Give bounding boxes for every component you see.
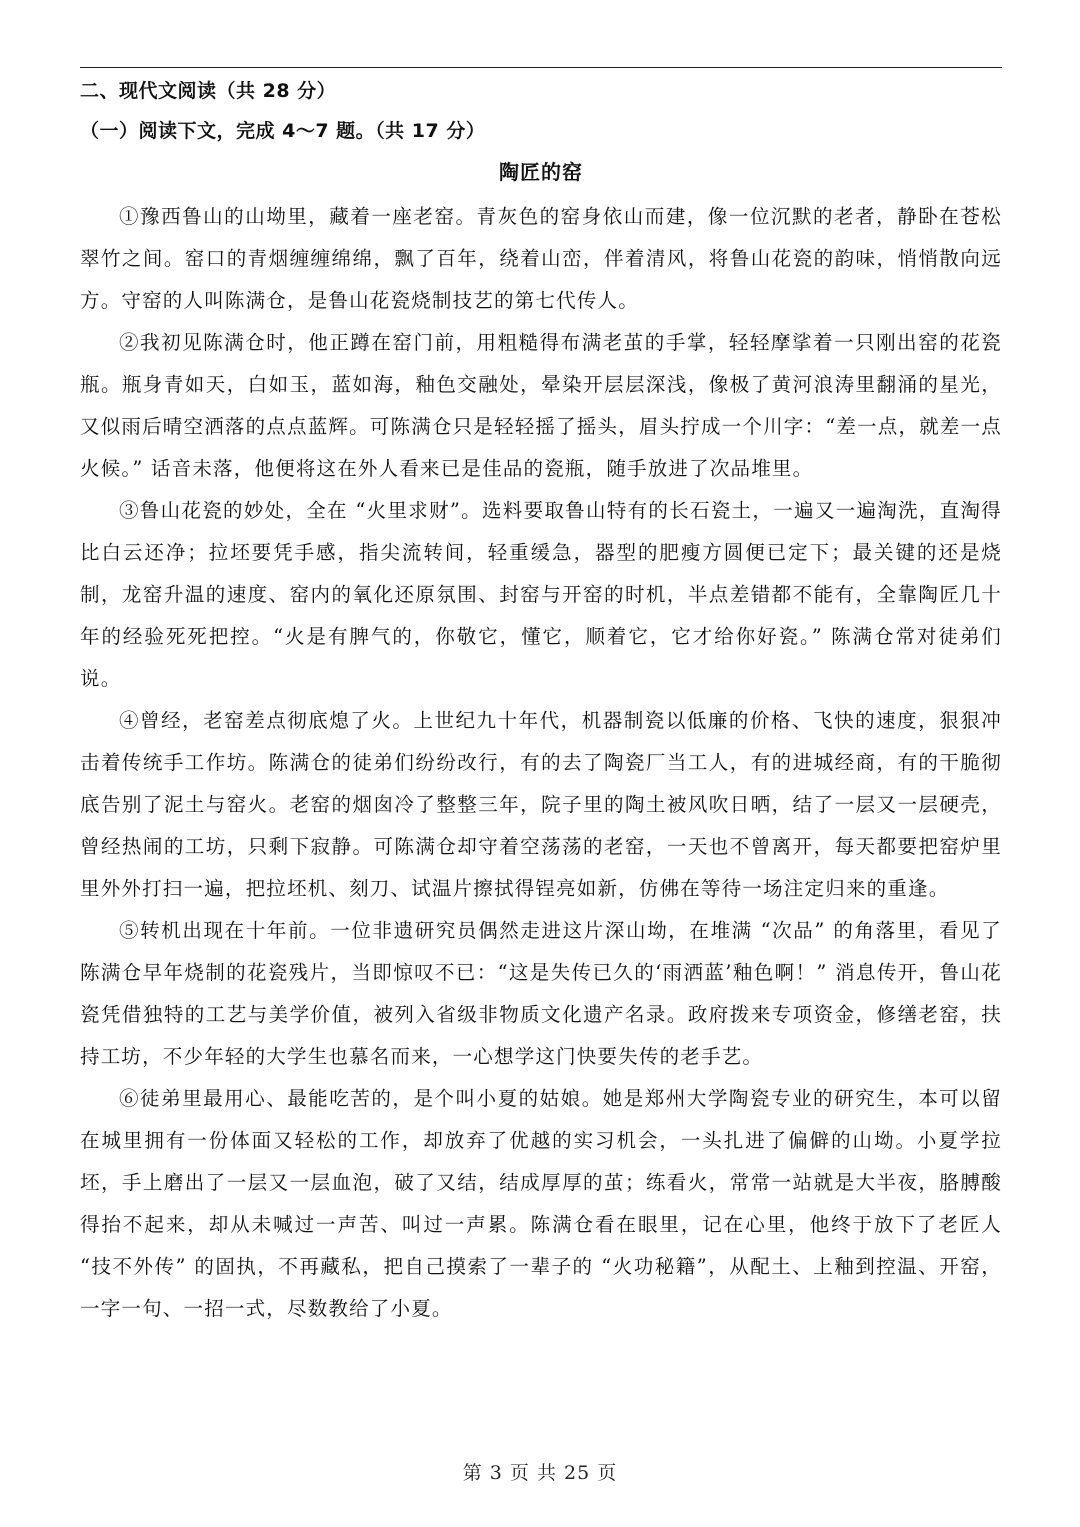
paragraph-3: ③鲁山花瓷的妙处，全在 “火里求财”。选料要取鲁山特有的长石瓷土，一遍又一遍淘洗，直淘得比白云还净；拉坯要凭手感，指尖流转间，轻重缓急，器型的肥瘦方圆便已定下；最关键的还是烧制，龙窑升温的速度、窑内的氧化还原氛围、封窑与开窑的时机，半点差错都不能有，全靠陶匠几十年的经验死死把控。“火是有脾气的，你敬它，懂它，顺着它，它才给你好瓷。” 陈满仓常对徒弟们说。 (80, 499, 1002, 690)
paragraph-1: ①豫西鲁山的山坳里，藏着一座老窑。青灰色的窑身依山而建，像一位沉默的老者，静卧在苍松翠竹之间。窑口的青烟缠缠绵绵，飘了百年，绕着山峦，伴着清风，将鲁山花瓷的韵味，悄悄散向远方。守窑的人叫陈满仓，是鲁山花瓷烧制技艺的第七代传人。 (80, 205, 1002, 312)
page-number: 第 3 页 共 25 页 (462, 1462, 618, 1484)
paragraph-2: ②我初见陈满仓时，他正蹲在窑门前，用粗糙得布满老茧的手掌，轻轻摩挲着一只刚出窑的花瓷瓶。瓶身青如天，白如玉，蓝如海，釉色交融处，晕染开层层深浅，像极了黄河浪涛里翻涌的星光，又似雨后晴空洒落的点点蓝辉。可陈满仓只是轻轻摇了摇头，眉头拧成一个川字：“差一点，就差一点火候。” 话音未落，他便将这在外人看来已是佳品的瓷瓶，随手放进了次品堆里。 (80, 331, 1002, 480)
page-content (80, 72, 1002, 1330)
paragraph-4: ④曾经，老窑差点彻底熄了火。上世纪九十年代，机器制瓷以低廉的价格、飞快的速度，狠狠冲击着传统手工作坊。陈满仓的徒弟们纷纷改行，有的去了陶瓷厂当工人，有的进城经商，有的干脆彻底告别了泥土与窑火。老窑的烟囱冷了整整三年，院子里的陶土被风吹日晒，结了一层又一层硬壳，曾经热闹的工坊，只剩下寂静。可陈满仓却守着空荡荡的老窑，一天也不曾离开，每天都要把窑炉里里外外打扫一遍，把拉坯机、刻刀、试温片擦拭得锃亮如新，仿佛在等待一场注定归来的重逢。 (80, 709, 1002, 900)
paragraph-6: ⑥徒弟里最用心、最能吃苦的，是个叫小夏的姑娘。她是郑州大学陶瓷专业的研究生，本可以留在城里拥有一份体面又轻松的工作，却放弃了优越的实习机会，一头扎进了偏僻的山坳。小夏学拉坯，手上磨出了一层又一层血泡，破了又结，结成厚厚的茧；练看火，常常一站就是大半夜，胳膊酸得抬不起来，却从未喊过一声苦、叫过一声累。陈满仓看在眼里，记在心里，他终于放下了老匠人 “技不外传” 的固执，不再藏私，把自己摸索了一辈子的 “火功秘籍”，从配土、上釉到控温、开窑，一字一句、一招一式，尽数教给了小夏。 (80, 1087, 1002, 1320)
article-title: 陶匠的窑 (499, 160, 583, 184)
paragraph-5: ⑤转机出现在十年前。一位非遗研究员偶然走进这片深山坳，在堆满 “次品” 的角落里，看见了陈满仓早年烧制的花瓷残片，当即惊叹不已：“这是失传已久的‘雨洒蓝’釉色啊！” 消息传开，鲁山花瓷凭借独特的工艺与美学价值，被列入省级非物质文化遗产名录。政府拨来专项资金，修缮老窑，扶持工坊，不少年轻的大学生也慕名而来，一心想学这门快要失传的老手艺。 (80, 919, 1002, 1068)
section-heading: 二、现代文阅读（共 28 分） (80, 80, 337, 102)
top-divider (80, 67, 1002, 68)
subsection-heading: （一）阅读下文，完成 4～7 题。（共 17 分） (80, 120, 486, 142)
